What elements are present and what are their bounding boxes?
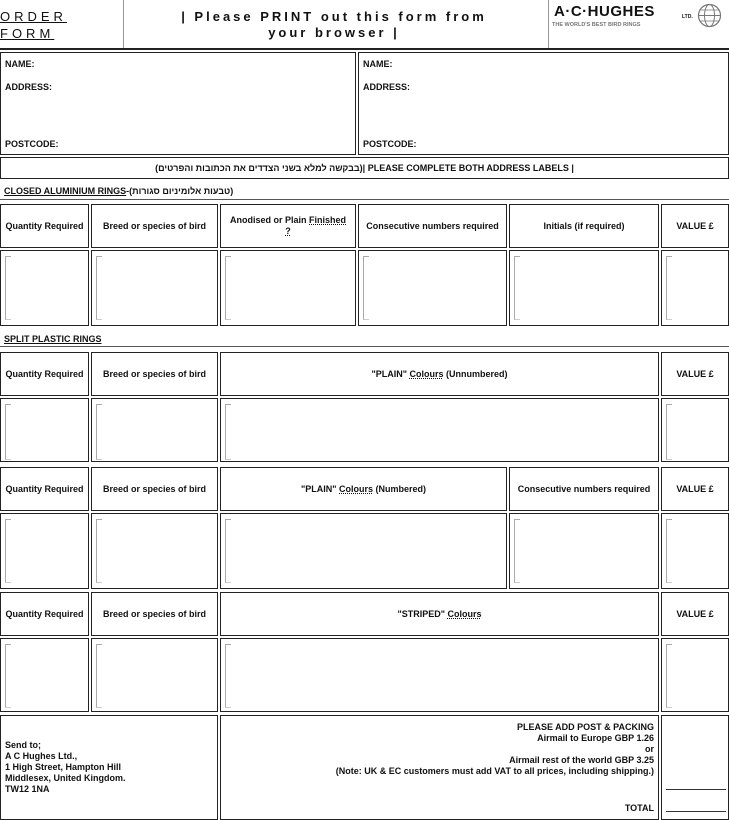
plain-post: (Numbered) (375, 483, 427, 494)
breed-header: Breed or species of bird (91, 592, 218, 636)
value-input[interactable] (661, 250, 729, 326)
total-underline (666, 811, 726, 812)
plain-pre: "PLAIN" (371, 368, 407, 379)
header-bar (0, 0, 729, 50)
text-field[interactable] (5, 519, 11, 583)
text-field[interactable] (96, 519, 102, 583)
text-field[interactable] (225, 256, 231, 320)
postcode: TW12 1NA (5, 784, 50, 794)
postage-box (220, 715, 659, 820)
postage-info (336, 722, 654, 777)
address-label-left[interactable] (0, 52, 356, 155)
divider (0, 199, 729, 200)
striped-colours: Colours (447, 608, 482, 619)
send-to-label: Send to; (5, 740, 41, 750)
value-input[interactable] (661, 398, 729, 462)
text-field[interactable] (666, 644, 672, 708)
plain-numbered-header (220, 467, 507, 511)
name-label: NAME: (363, 59, 393, 69)
breed-header: Breed or species of bird (91, 467, 218, 511)
consecutive-input[interactable] (509, 513, 659, 589)
initials-input[interactable] (509, 250, 659, 326)
postcode-label: POSTCODE: (363, 139, 417, 149)
airmail-europe: Airmail to Europe GBP 1.26 (537, 733, 654, 743)
initials-header: Initials (if required) (509, 204, 659, 248)
logo (551, 2, 726, 46)
text-field[interactable] (5, 404, 11, 460)
plain-colours: Colours (339, 483, 374, 494)
address-label-right[interactable] (358, 52, 729, 155)
divider (0, 346, 729, 347)
anodised-input[interactable] (220, 250, 356, 326)
quantity-header: Quantity Required (0, 467, 89, 511)
order-form-line1: ORDER (0, 9, 67, 24)
city: Middlesex, United Kingdom. (5, 773, 126, 783)
consecutive-header: Consecutive numbers required (509, 467, 659, 511)
total-underline (666, 789, 726, 790)
quantity-input[interactable] (0, 638, 89, 712)
name-label: NAME: (5, 59, 35, 69)
striped-colours-header (220, 592, 659, 636)
text-field[interactable] (96, 644, 102, 708)
value-input[interactable] (661, 638, 729, 712)
breed-header: Breed or species of bird (91, 352, 218, 396)
logo-text: A·C·HUGHES (554, 3, 655, 20)
print-instruction (124, 9, 544, 41)
logo-tagline: THE WORLD'S BEST BIRD RINGS (552, 22, 641, 28)
closed-rings-title (4, 186, 233, 196)
address-instruction-text: (בבקשה למלא בשני הצדדים את הכתובות והפרטים)| PLEASE COMPLETE BOTH ADDRESS LABELS | (155, 163, 574, 173)
anodised-question: ? (285, 226, 291, 236)
quantity-header: Quantity Required (0, 352, 89, 396)
vat-note: (Note: UK & EC customers must add VAT to all prices, including shipping.) (335, 766, 654, 776)
globe-icon (697, 3, 722, 28)
divider-right (548, 0, 549, 48)
plain-post: (Unnumbered) (446, 368, 508, 379)
split-rings-title: SPLIT PLASTIC RINGS (4, 334, 102, 344)
total-label: TOTAL (624, 803, 654, 813)
text-field[interactable] (5, 644, 11, 708)
anodised-finished: Finished (309, 215, 347, 225)
consecutive-header: Consecutive numbers required (358, 204, 507, 248)
post-packing: PLEASE ADD POST & PACKING (516, 722, 654, 732)
breed-input[interactable] (91, 513, 218, 589)
text-field[interactable] (5, 256, 11, 320)
text-field[interactable] (225, 519, 231, 583)
text-field[interactable] (225, 644, 231, 708)
send-to-address (5, 740, 126, 795)
breed-input[interactable] (91, 250, 218, 326)
plain-pre: "PLAIN" (300, 483, 337, 494)
quantity-header: Quantity Required (0, 204, 89, 248)
order-form-line2: FORM (0, 26, 55, 41)
breed-header: Breed or species of bird (91, 204, 218, 248)
text-field[interactable] (514, 519, 520, 583)
anodised-header (220, 204, 356, 248)
order-form-title (0, 8, 123, 42)
consecutive-input[interactable] (358, 250, 507, 326)
value-input[interactable] (661, 513, 729, 589)
text-field[interactable] (96, 404, 102, 460)
text-field[interactable] (225, 404, 231, 460)
value-header: VALUE £ (661, 352, 729, 396)
print-line1: | Please PRINT out this form from (181, 9, 487, 24)
value-header: VALUE £ (661, 467, 729, 511)
breed-input[interactable] (91, 398, 218, 462)
value-header: VALUE £ (661, 204, 729, 248)
postcode-label: POSTCODE: (5, 139, 59, 149)
anodised-text: Anodised or Plain (229, 215, 309, 225)
plain-colours-input[interactable] (220, 398, 659, 462)
value-header: VALUE £ (661, 592, 729, 636)
or-text: or (645, 744, 654, 754)
closed-rings-title-hebrew: -(טבעות אלומיניום סגורות) (126, 186, 234, 196)
total-value-box[interactable] (661, 715, 729, 820)
text-field[interactable] (666, 404, 672, 460)
closed-rings-title-text: CLOSED ALUMINIUM RINGS (4, 186, 127, 196)
logo-ltd: LTD. (682, 14, 693, 20)
text-field[interactable] (666, 256, 672, 320)
plain-colours: Colours (409, 368, 444, 379)
address-label: ADDRESS: (5, 82, 53, 92)
plain-numbered-input[interactable] (220, 513, 507, 589)
company-name: A C Hughes Ltd., (5, 751, 78, 761)
send-to-box (0, 715, 218, 820)
print-line2: your browser | (268, 25, 400, 40)
quantity-input[interactable] (0, 398, 89, 462)
airmail-world: Airmail rest of the world GBP 3.25 (509, 755, 654, 765)
plain-colours-header (220, 352, 659, 396)
address-label: ADDRESS: (363, 82, 411, 92)
breed-input[interactable] (91, 638, 218, 712)
text-field[interactable] (363, 256, 369, 320)
text-field[interactable] (96, 256, 102, 320)
text-field[interactable] (514, 256, 520, 320)
address-instruction (0, 157, 729, 179)
street: 1 High Street, Hampton Hill (5, 762, 122, 772)
striped-colours-input[interactable] (220, 638, 659, 712)
quantity-header: Quantity Required (0, 592, 89, 636)
text-field[interactable] (666, 519, 672, 583)
quantity-input[interactable] (0, 513, 89, 589)
striped-pre: "STRIPED" (397, 608, 445, 619)
quantity-input[interactable] (0, 250, 89, 326)
